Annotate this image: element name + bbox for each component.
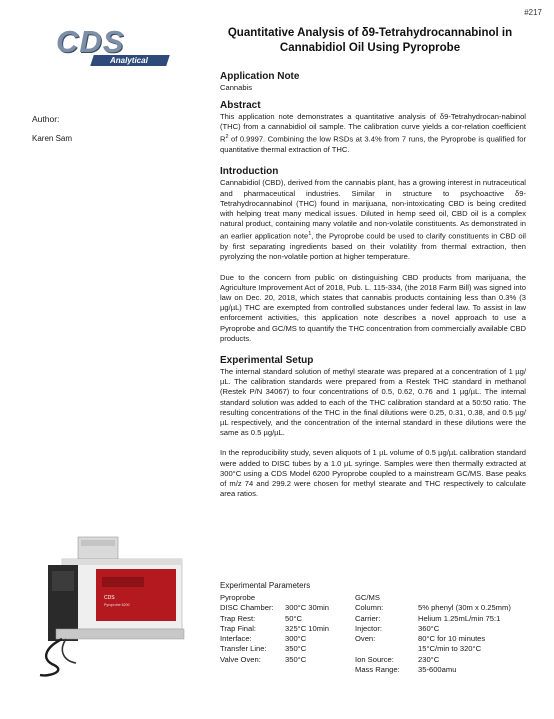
pyro-row xyxy=(220,603,329,613)
application-category: Cannabis xyxy=(220,83,253,92)
pyro-row xyxy=(220,614,329,624)
pyro-row xyxy=(220,624,329,634)
instrument-top-panel xyxy=(81,540,115,546)
gc-value: 80°C for 10 minutes xyxy=(418,634,486,644)
abstract-superscript: 2 xyxy=(225,134,229,141)
gc-row xyxy=(355,655,511,665)
gc-row xyxy=(355,665,511,675)
main-content xyxy=(220,71,526,499)
pyro-key: Transfer Line: xyxy=(220,644,267,654)
pyro-value: 50°C xyxy=(285,613,302,623)
pyro-value: 300°C 30min xyxy=(285,603,329,613)
gc-row xyxy=(355,624,511,634)
gcms-heading: GC/MS xyxy=(355,593,380,602)
abstract-text-a: This application note demonstrates a quantitative analysis of δ9-Tetrahydrocan-nabinol (THC) from a cannabidiol oil sample. The calibration curve yields a cor-relation coefficient R xyxy=(220,112,526,144)
gc-row xyxy=(355,644,511,654)
gc-key: Injector: xyxy=(355,623,383,633)
gcms-rows xyxy=(355,603,511,675)
pyro-key: Trap Final: xyxy=(220,623,257,633)
pyro-row xyxy=(220,644,329,654)
pyro-value: 300°C xyxy=(285,634,307,644)
gc-row xyxy=(355,634,511,644)
pyro-key: Valve Oven: xyxy=(220,654,261,664)
gc-key: Oven: xyxy=(355,634,376,644)
gc-value: 360°C xyxy=(418,623,440,633)
instrument-model-label: Pyroprobe 6200 xyxy=(104,603,130,607)
pyro-key: DISC Chamber: xyxy=(220,603,274,613)
gc-value: 230°C xyxy=(418,654,440,664)
instrument-side-panel xyxy=(52,571,74,591)
title-line-1: Quantitative Analysis of δ9-Tetrahydrocannabinol in xyxy=(227,27,513,39)
instrument-base xyxy=(56,629,184,639)
gc-row xyxy=(355,603,511,613)
experimental-paragraph-1: The internal standard solution of methyl stearate was prepared at a concentration of 1 µg/µL. The calibration standards were prepared from a Restek THC standard in methanol (Restek P/N 34067) to four concentrations of 0.5, 0.62, 0.76 and 1 µg/µL. The internal standard solution was added to each of the THC calibration standard at a 50:50 ratio. The resulting concentrations of the THC in the final dilutions were 0.25, 0.31, 0.38, and 0.5 µg/µL respectively, and the concentration of the internal standard in these dilutions were the same as 0.5 µg/µL. xyxy=(220,366,526,438)
gc-key: Mass Range: xyxy=(355,665,400,675)
pyroprobe-rows xyxy=(220,603,329,665)
author-name: Karen Sam xyxy=(32,134,73,143)
application-note-heading: Application Note xyxy=(220,71,300,82)
instrument-body-top xyxy=(62,559,182,565)
intro-p1-a: Cannabidiol (CBD), derived from the cannabis plant, has a growing interest in nutraceutical and pharmaceutical industries. Similar in structure to psychoactive δ9-Tetrahydrocannabinol (THC) found in marijuana, non-intoxicating CBD is being credited with helping treat many medical issues. Diluted in hemp seed oil, CBD oil is a complex natural product, containing many volatile and non-volatile constituents. As demonstrated in an earlier application note xyxy=(220,178,526,241)
gc-value: 15°C/min to 320°C xyxy=(418,644,482,654)
gc-key: Ion Source: xyxy=(355,654,394,664)
gc-value: Helium 1.25mL/min 75:1 xyxy=(418,613,501,623)
pyroprobe-instrument-image xyxy=(36,535,196,680)
title-line-2: Cannabidiol Oil Using Pyroprobe xyxy=(279,42,461,54)
intro-p1-b: , the Pyroprobe could be used to clarify constituents in CBD oil by first separating ingredients based on their volatility from thermal extraction, then pyrolyzing the non-volatile portion at higher temperature. xyxy=(220,231,526,262)
intro-p1-superscript: 1 xyxy=(308,231,312,238)
logo-main-text: CDS xyxy=(56,24,125,59)
pyro-row xyxy=(220,655,329,665)
logo-sub-text: Analytical xyxy=(110,56,148,65)
abstract-text xyxy=(220,112,526,155)
experimental-paragraph-2: In the reproducibility study, seven aliquots of 1 µL volume of 0.5 µg/µL calibration standard were added to DISC tubes by a 1.0 µL syringe. Samples were then thermally extracted at 300°C using a CDS Model 6200 Pyroprobe coupled to a mainstream GC/MS. Base peaks of m/z 74 and 299.2 were chosen for methyl stearate and THC respectively to calculate area ratios. xyxy=(220,448,526,499)
pyro-value: 350°C xyxy=(285,654,307,664)
pyro-value: 325°C 10min xyxy=(285,623,329,633)
probe-cable xyxy=(40,639,62,675)
gc-value: 35-600amu xyxy=(418,665,457,675)
pyro-value: 350°C xyxy=(285,644,307,654)
document-title xyxy=(220,26,520,56)
pyroprobe-heading: Pyroprobe xyxy=(220,593,256,602)
gc-key: Column: xyxy=(355,603,384,613)
abstract-heading: Abstract xyxy=(220,100,261,111)
gc-key: Carrier: xyxy=(355,613,381,623)
author-label: Author: xyxy=(32,114,60,124)
instrument-display xyxy=(102,577,144,587)
probe-cable-2 xyxy=(62,639,76,663)
introduction-paragraph-2: Due to the concern from public on distinguishing CBD products from marijuana, the Agriculture Improvement Act of 2018, Pub. L. 115-334, (the 2018 Farm Bill) was signed into law on Dec. 20, 2018, which states that cannabis products containing less than 0.3% (3 µg/µL) THC are exempted from controlled substances under federal law. To assist in law enforcement activities, this application note describes a novel approach to use a Pyroprobe and GC/MS to quantify the THC concentration from commercially available CBD products. xyxy=(220,272,526,343)
pyro-key: Interface: xyxy=(220,634,252,644)
gc-value: 5% phenyl (30m x 0.25mm) xyxy=(418,603,511,613)
parameters-title: Experimental Parameters xyxy=(220,581,311,590)
pyro-key: Trap Rest: xyxy=(220,613,256,623)
pyro-row xyxy=(220,634,329,644)
gc-row xyxy=(355,614,511,624)
gcms-parameters xyxy=(355,593,511,675)
introduction-paragraph-1 xyxy=(220,178,526,262)
note-number: #217 xyxy=(524,8,542,17)
pyroprobe-parameters xyxy=(220,593,329,665)
introduction-heading: Introduction xyxy=(220,166,279,178)
instrument-brand-label: CDS xyxy=(104,595,115,601)
gc-key xyxy=(355,644,418,654)
cds-logo xyxy=(52,22,170,68)
abstract-text-b: of 0.9997. Combining the low RSDs at 3.4% from 7 runs, the Pyroprobe is qualified for quantitative thermal extraction of THC. xyxy=(220,134,526,155)
experimental-heading: Experimental Setup xyxy=(220,354,314,366)
